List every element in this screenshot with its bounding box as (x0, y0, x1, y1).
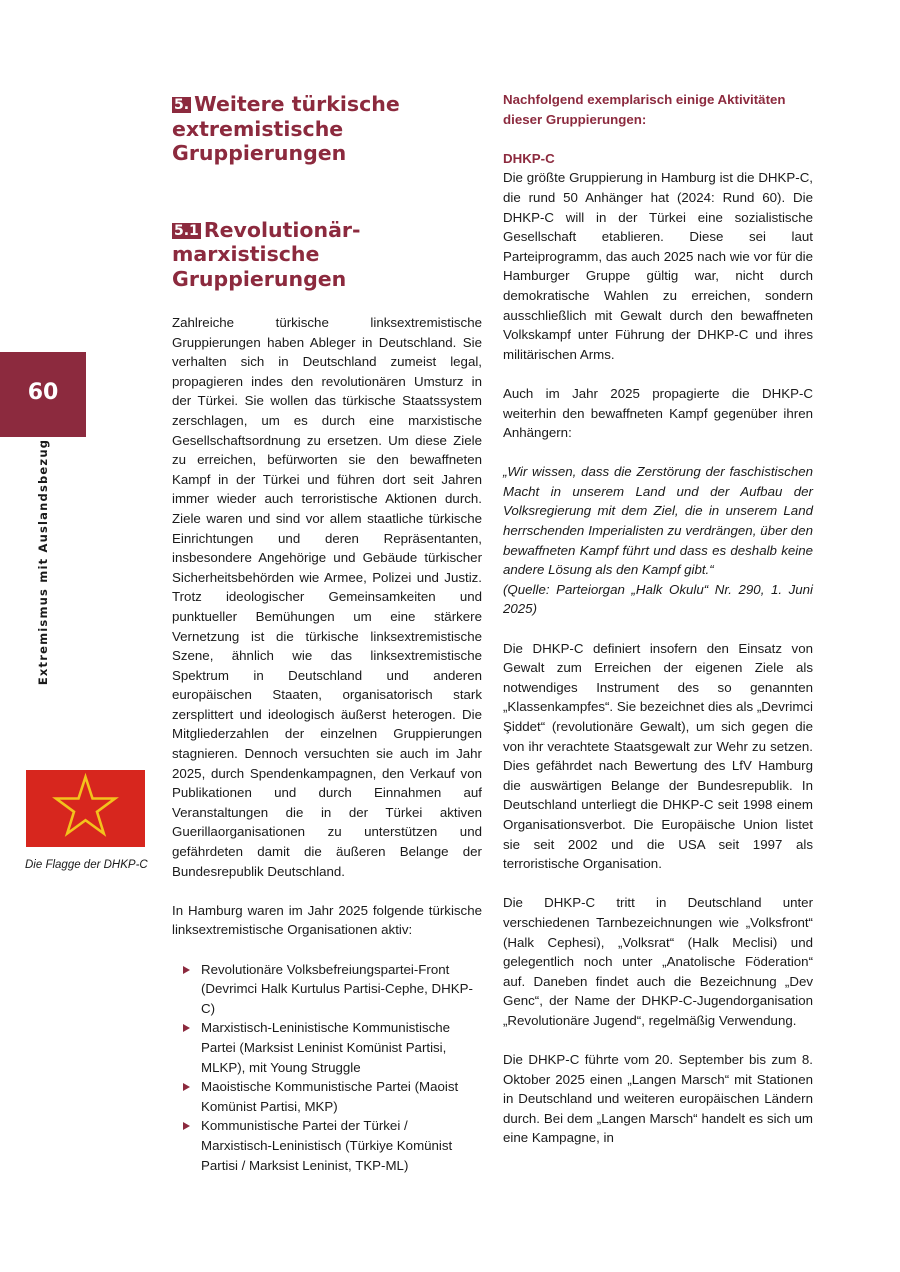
organizations-list (172, 960, 482, 1176)
dhkp-c-paragraph-5: Die DHKP-C führte vom 20. September bis zum 8. Oktober 2025 einen „Langen Marsch“ mit Stationen in Deutschland und weiteren europäischen Ländern durch. Bei dem „Langen Marsch“ handelt es sich um eine Kampagne, in (503, 1052, 813, 1146)
list-item (172, 1077, 482, 1116)
list-item (172, 1116, 482, 1175)
dhkp-c-paragraph-3: Die DHKP-C definiert insofern den Einsatz von Gewalt zum Erreichen der eigenen Ziele als notwendiges Instrument des so genannten „Klassenkampfes“. Sie bezeichnet dies als „Devrimci Şiddet“ (revolutionäre Gewalt), um sich gegen die von ihr verachtete Staatsgewalt zur Wehr zu setzen. Dies gefährdet nach Bewertung des LfV Hamburg die auswärtigen Belange der Bundesrepublik. In Deutschland unterliegt die DHKP-C seit 1998 einem Organisationsverbot. Die Europäische Union listet sie seit 2002 und die USA seit 1997 als terroristische Organisation. (503, 640, 813, 872)
dhkp-c-flag-image (26, 770, 145, 847)
list-item (172, 1018, 482, 1077)
dhkp-c-paragraph-4: Die DHKP-C tritt in Deutschland unter verschiedenen Tarnbezeichnungen wie „Volksfront“ (Halk Cephesi), „Volksrat“ (Halk Meclisi) und gelegentlich noch unter „Anatolische Föderation“ auf. Daneben findet auch die Bezeichnung „Dev Genc“, der Name der DHKP-C-Jugendorganisation „Revolutionäre Jugend“, regelmäßig Verwendung. (503, 895, 813, 1028)
list-item-text: Maoistische Kommunistische Partei (Maoist Komünist Partisi, MKP) (201, 1079, 459, 1114)
activities-heading: Nachfolgend exemplarisch einige Aktivitäten dieser Gruppierungen: (503, 92, 786, 127)
intro-paragraph: Zahlreiche türkische linksextremistische Gruppierungen haben Ableger in Deutschland. Sie verhalten sich in Deutschland zumeist legal, propagieren indes den revolutionären Umsturz in der Türkei. Sie wollen das türkische Staatssystem zerschlagen, um es durch eine marxistische Gesellschaftsordnung zu ersetzen. Um diese Ziele zu erreichen, befürworten sie den bewaffneten Kampf in der Türkei und führen dort seit Jahren immer wieder auch terroristische Aktionen durch. Ziele waren und sind vor allem staatliche türkische Einrichtungen und deren Repräsentanten, insbesondere Angehörige und Gebäude türkischer Sicherheitsbehörden wie Armee, Polizei und Justiz. Trotz ideologischer Gemeinsamkeiten und punktueller Bemühungen um eine stärkere Vernetzung ist die türkische linksextremistische Szene, ähnlich wie das linksextremistische Spektrum in Deutschland und anderen europäischen Staaten, organisatorisch stark zersplittert und ideologisch äußerst heterogen. Die Mitgliederzahlen der einzelnen Gruppierungen stagnieren. Dennoch versuchten sie auch im Jahr 2025, durch Spendenkampagnen, den Verkauf von Publikationen und durch Einnahmen auf Veranstaltungen die in der Türkei aktiven Guerillaorganisationen zu unterstützen und gefährdeten damit die äußeren Belange der Bundesrepublik Deutschland. (172, 315, 482, 879)
bullet-triangle-icon (183, 1083, 190, 1091)
page-number: 60 (27, 380, 59, 405)
list-item (172, 960, 482, 1019)
section-side-label: Extremismus mit Auslandsbezug (36, 438, 50, 686)
section-heading-5 (172, 92, 482, 166)
subsection-heading-text: Revolutionär-marxistische Gruppierungen (172, 217, 361, 291)
bullet-triangle-icon (183, 1122, 190, 1130)
quote-source: (Quelle: Parteiorgan „Halk Okulu“ Nr. 290, 1. Juni 2025) (503, 581, 813, 617)
left-column (172, 90, 482, 1175)
flag-caption: Die Flagge der DHKP-C (25, 859, 148, 871)
bullet-triangle-icon (183, 966, 190, 974)
section-number-badge: 5. (174, 97, 190, 113)
section-heading-5-1 (172, 218, 482, 292)
subsection-number-badge: 5.1 (174, 222, 199, 239)
section-heading-text: Weitere türkische extremistische Gruppierungen (172, 92, 400, 165)
list-item-text: Revolutionäre Volksbefreiungspartei-Front (Devrimci Halk Kurtulus Partisi-Cephe, DHKP-C) (201, 961, 473, 1016)
bullet-triangle-icon (183, 1024, 190, 1032)
list-item-text: Marxistisch-Leninistische Kommunistische Partei (Marksist Leninist Komünist Partisi, MLKP), mit Young Struggle (201, 1020, 451, 1075)
list-item-text: Kommunistische Partei der Türkei / Marxistisch-Leninistisch (Türkiye Komünist Partisi / Marksist Leninist, TKP-ML) (201, 1118, 453, 1173)
organizations-intro-paragraph: In Hamburg waren im Jahr 2025 folgende türkische linksextremistische Organisationen aktiv: (172, 902, 482, 938)
page-number-tab (0, 352, 86, 437)
dhkp-c-paragraph-2: Auch im Jahr 2025 propagierte die DHKP-C weiterhin den bewaffneten Kampf gegenüber ihren Anhängern: (503, 385, 813, 441)
quote-text: „Wir wissen, dass die Zerstörung der faschistischen Macht in unserem Land und der Aufbau der Volksregierung mit dem Ziel, die in unserem Land herrschenden Imperialisten zu verdrängen, über den bewaffneten Kampf führt und dass es deshalb keine andere Lösung als den Kampf gibt.“ (503, 464, 813, 578)
dhkp-c-subheading: DHKP-C (503, 150, 555, 166)
dhkp-c-paragraph-1: Die größte Gruppierung in Hamburg ist die DHKP-C, die rund 50 Anhänger hat (2024: Rund 60). Die DHKP-C will in der Türkei eine sozialistische Gesellschaft etablieren. Diese sei laut Parteiprogramm, das auch 2025 nach wie vor für die Hamburger Gruppe gültig war, nicht durch demokratische Wahlen zu erreichen, sondern ausschließlich mit Gewalt durch den bewaffneten Volkskampf unter Führung der DHKP-C und ihres militärischen Arms. (503, 170, 813, 362)
right-column (503, 90, 813, 1148)
